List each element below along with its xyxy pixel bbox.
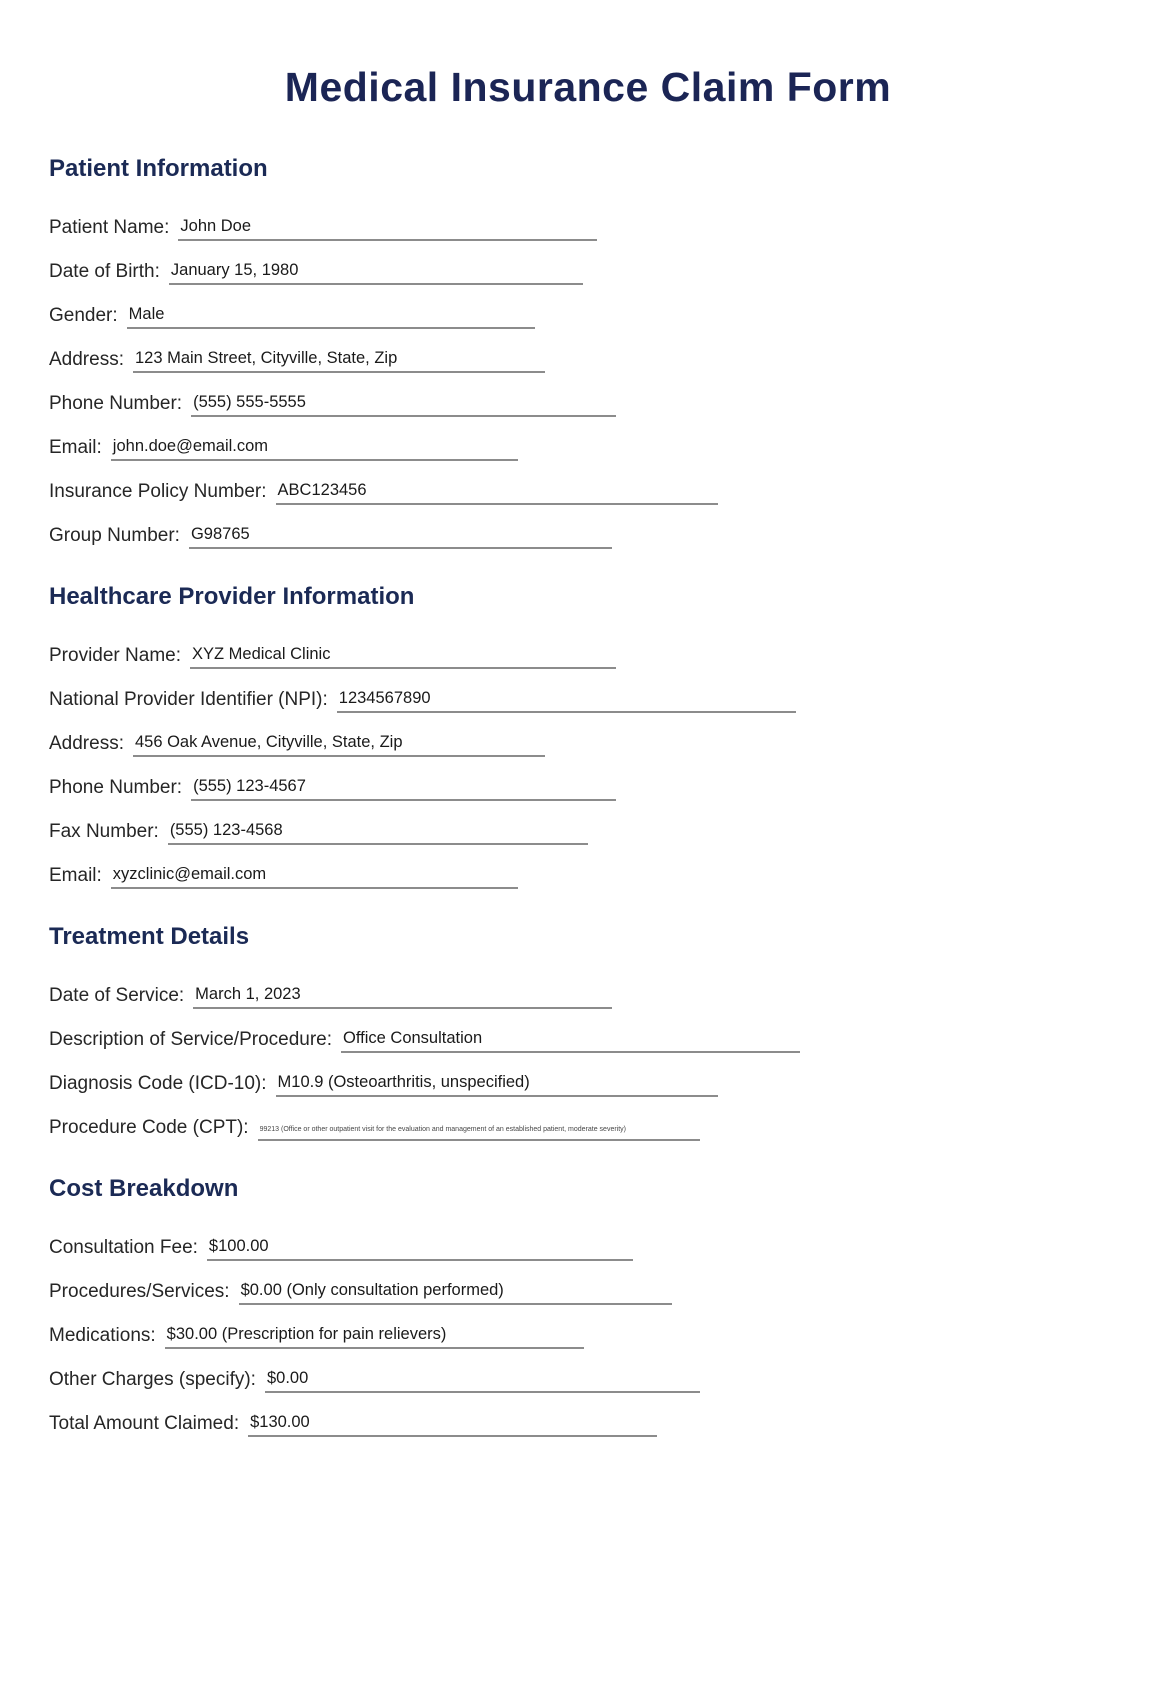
field-label: Procedure Code (CPT): [49, 1117, 249, 1138]
field-patient-phone-number [49, 389, 616, 417]
field-value: 1234567890 [338, 689, 431, 707]
field-value-line [111, 865, 518, 889]
field-value-line [133, 349, 545, 373]
field-value-line [258, 1118, 700, 1141]
field-date-of-service [49, 981, 612, 1009]
field-label: Other Charges (specify): [49, 1369, 256, 1390]
field-consultation-fee [49, 1233, 633, 1261]
field-label: Group Number: [49, 525, 180, 546]
field-value-line [127, 305, 535, 329]
field-value-line [191, 393, 616, 417]
field-value: 456 Oak Avenue, Cityville, State, Zip [134, 733, 403, 751]
field-value: john.doe@email.com [112, 437, 269, 455]
field-label: Date of Birth: [49, 261, 160, 282]
field-service-description [49, 1025, 800, 1053]
field-gender [49, 301, 535, 329]
field-other-charges [49, 1365, 700, 1393]
field-value: (555) 555-5555 [193, 393, 306, 411]
field-value-line [165, 1325, 584, 1349]
field-value: M10.9 (Osteoarthritis, unspecified) [277, 1073, 530, 1091]
field-label: National Provider Identifier (NPI): [49, 689, 328, 710]
field-value-line [191, 777, 616, 801]
field-date-of-birth [49, 257, 583, 285]
field-value-line [178, 217, 597, 241]
field-provider-address [49, 729, 545, 757]
page-title: Medical Insurance Claim Form [284, 64, 892, 110]
field-value: (555) 123-4568 [169, 821, 283, 839]
field-group-number [49, 521, 612, 549]
field-value: Office Consultation [343, 1029, 483, 1047]
field-value: Male [128, 305, 165, 323]
section-heading-healthcare-provider-information: Healthcare Provider Information [49, 583, 415, 610]
field-value-line [265, 1369, 700, 1393]
field-value-line [190, 645, 616, 669]
field-value-line [337, 689, 796, 713]
field-label: Provider Name: [49, 645, 181, 666]
field-patient-name [49, 213, 597, 241]
field-value: $100.00 [208, 1237, 269, 1255]
field-procedures-services [49, 1277, 672, 1305]
field-label: Fax Number: [49, 821, 159, 842]
field-value-line [207, 1237, 633, 1261]
field-label: Address: [49, 733, 124, 754]
field-label: Address: [49, 349, 124, 370]
field-label: Diagnosis Code (ICD-10): [49, 1073, 267, 1094]
field-value: $0.00 [266, 1369, 309, 1387]
field-value-line [239, 1281, 672, 1305]
field-value: January 15, 1980 [170, 261, 299, 279]
field-value-line [111, 437, 518, 461]
section-heading-patient-information: Patient Information [49, 155, 268, 182]
field-value: 99213 (Office or other outpatient visit for the evaluation and management of an established patient, moderate severity) [259, 1126, 627, 1133]
field-label: Phone Number: [49, 393, 183, 414]
field-insurance-policy-number [49, 477, 718, 505]
field-value-line [189, 525, 612, 549]
field-value: (555) 123-4567 [193, 777, 306, 795]
field-diagnosis-code [49, 1069, 718, 1097]
field-label: Phone Number: [49, 777, 183, 798]
field-value: xyzclinic@email.com [112, 865, 267, 883]
field-value: March 1, 2023 [195, 985, 301, 1003]
field-value: G98765 [190, 525, 250, 543]
field-label: Medications: [49, 1325, 156, 1346]
field-patient-address [49, 345, 545, 373]
section-heading-treatment-details: Treatment Details [49, 923, 250, 950]
field-value: John Doe [180, 217, 252, 235]
field-label: Email: [49, 437, 102, 458]
field-fax-number [49, 817, 588, 845]
field-label: Email: [49, 865, 102, 886]
field-procedure-code [49, 1113, 700, 1141]
field-value: ABC123456 [277, 481, 367, 499]
field-value-line [193, 985, 612, 1009]
field-label: Gender: [49, 305, 118, 326]
field-patient-email [49, 433, 518, 461]
field-value-line [276, 1073, 718, 1097]
field-value-line [248, 1413, 657, 1437]
field-label: Consultation Fee: [49, 1237, 198, 1258]
field-value-line [168, 821, 588, 845]
section-heading-cost-breakdown: Cost Breakdown [49, 1175, 239, 1202]
field-label: Description of Service/Procedure: [49, 1029, 333, 1050]
field-medications [49, 1321, 584, 1349]
field-total-amount-claimed [49, 1409, 657, 1437]
field-label: Total Amount Claimed: [49, 1413, 240, 1434]
field-value: $30.00 (Prescription for pain relievers) [166, 1325, 447, 1343]
field-label: Patient Name: [49, 217, 170, 238]
field-provider-phone-number [49, 773, 616, 801]
field-label: Insurance Policy Number: [49, 481, 267, 502]
field-value: $0.00 (Only consultation performed) [240, 1281, 504, 1299]
field-value: 123 Main Street, Cityville, State, Zip [134, 349, 398, 367]
field-value: $130.00 [250, 1413, 310, 1431]
field-value-line [276, 481, 718, 505]
field-provider-name [49, 641, 616, 669]
field-value-line [133, 733, 545, 757]
field-value: XYZ Medical Clinic [192, 645, 331, 663]
field-value-line [341, 1029, 800, 1053]
field-provider-email [49, 861, 518, 889]
field-label: Date of Service: [49, 985, 185, 1006]
field-label: Procedures/Services: [49, 1281, 230, 1302]
field-npi [49, 685, 796, 713]
field-value-line [169, 261, 583, 285]
